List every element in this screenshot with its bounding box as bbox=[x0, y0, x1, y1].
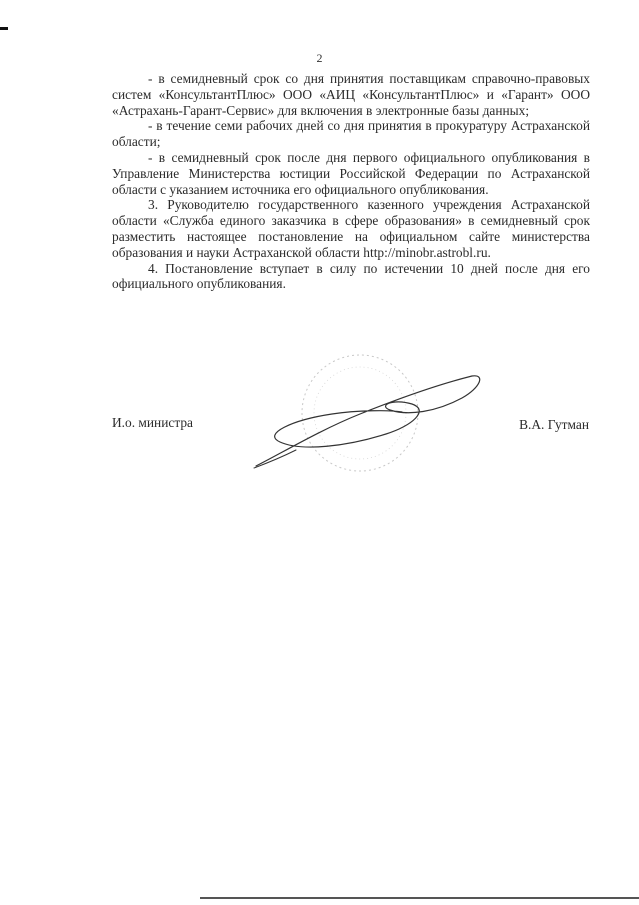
paragraph-2: - в течение семи рабочих дней со дня принятия в прокуратуру Астраханской области; bbox=[112, 118, 590, 150]
signatory-name: В.А. Гутман bbox=[519, 417, 589, 432]
page-number: 2 bbox=[316, 51, 323, 65]
stamp-icon bbox=[285, 348, 435, 478]
signatory-title: И.о. министра bbox=[112, 415, 193, 430]
paragraph-5: 4. Постановление вступает в силу по истечении 10 дней после дня его официального опубликования. bbox=[112, 260, 590, 292]
corner-mark bbox=[0, 27, 8, 30]
handwritten-signature bbox=[240, 370, 490, 480]
paragraph-1: - в семидневный срок со дня принятия поставщикам справочно-правовых систем «КонсультантПлюс» ООО «АИЦ «КонсультантПлюс» и «Гарант» ООО «Астрахань-Гарант-Сервис» для включения в электронные базы данных; bbox=[112, 71, 590, 118]
scan-edge-line bbox=[200, 897, 639, 899]
paragraph-3: - в семидневный срок после дня первого официального опубликования в Управление Министерства юстиции Российской Федерации по Астраханской области с указанием источника его официального опубликования. bbox=[112, 149, 590, 197]
document-body bbox=[112, 71, 590, 292]
paragraph-4: 3. Руководителю государственного казенного учреждения Астраханской области «Служба единого заказчика в сфере образования» в семидневный срок разместить настоящее постановление на официальном сайте министерства образования и науки Астраханской области http://minobr.astrobl.ru. bbox=[112, 197, 590, 260]
